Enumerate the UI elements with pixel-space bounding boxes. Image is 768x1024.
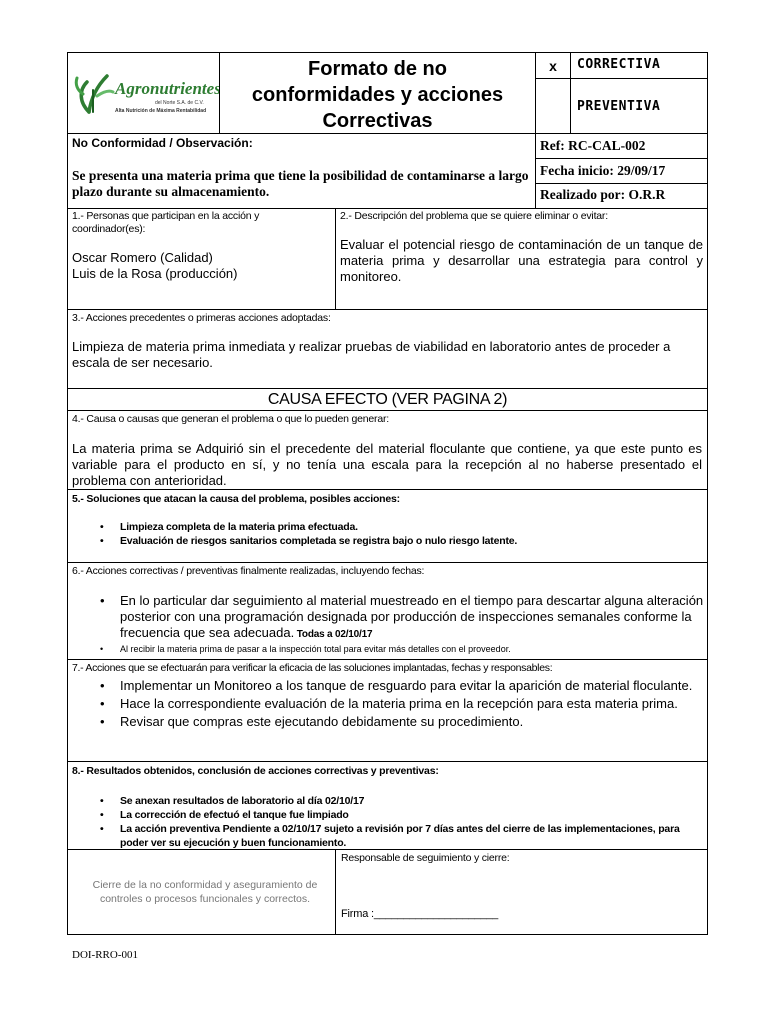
closure-description: Cierre de la no conformidad y aseguramiento de controles o procesos funcionales y correctos. <box>92 879 318 905</box>
divider <box>535 78 708 79</box>
leaf-logo-icon <box>69 54 219 133</box>
section-4-label: 4.- Causa o causas que generan el problema o que lo pueden generar: <box>72 413 389 425</box>
divider <box>67 309 708 310</box>
divider <box>535 158 708 159</box>
divider <box>67 489 708 490</box>
problem-description: Evaluar el potencial riesgo de contaminación de un tanque de materia prima y desarrollar una estrategia para control y monitoreo. <box>340 237 703 284</box>
section-3-label: 3.- Acciones precedentes o primeras acciones adoptadas: <box>72 312 331 324</box>
list-item <box>120 593 704 642</box>
list-item: • Se anexan resultados de laboratorio al día 02/10/17 <box>120 794 706 808</box>
results-list <box>120 794 706 850</box>
performed-by: Realizado por: O.R.R <box>540 187 666 202</box>
list-item: • Limpieza completa de la materia prima efectuada. <box>120 520 700 534</box>
signature-line: _____________________ <box>373 908 499 920</box>
title-line: Correctivas <box>322 110 433 132</box>
section-5-label: 5.- Soluciones que atacan la causa del problema, posibles acciones: <box>72 493 400 505</box>
divider <box>535 183 708 184</box>
action-text: En lo particular dar seguimiento al material muestreado en el tiempo para descartar alguna alteración posterior con una programación designada por producción de inspecciones semanales conforme la frecuencia que sea adecuada. <box>120 593 704 640</box>
divider <box>67 208 708 209</box>
divider <box>67 410 708 411</box>
divider <box>335 208 336 309</box>
option-correctiva[interactable]: CORRECTIVA <box>577 57 661 72</box>
cause-effect-heading: CAUSA EFECTO (VER PAGINA 2) <box>267 391 508 408</box>
list-item: • Al recibir la materia prima de pasar a la inspección total para evitar más detalles con el proveedor. <box>120 644 704 655</box>
participants-list <box>72 250 332 282</box>
preceding-actions: Limpieza de materia prima inmediata y realizar pruebas de viabilidad en laboratorio antes de proceder a escala de ser necesario. <box>72 339 671 370</box>
company-logo <box>69 54 219 133</box>
action-date: Todas a 02/10/17 <box>294 629 373 640</box>
observation-text: Se presenta una materia prima que tiene la posibilidad de contaminarse a largo plazo durante su almacenamiento. <box>72 168 529 199</box>
section-1-label <box>72 210 332 236</box>
divider <box>67 761 708 762</box>
signature-field[interactable] <box>341 908 498 921</box>
logo-tagline-1: del Norte S.A. de C.V. <box>155 100 204 106</box>
reference-code: Ref: RC-CAL-002 <box>540 138 646 153</box>
list-item: • Hace la correspondiente evaluación de la materia prima en la recepción para esta materia prima. <box>120 695 704 713</box>
responsible-label: Responsable de seguimiento y cierre: <box>341 852 510 864</box>
divider <box>335 849 336 935</box>
title-line: conformidades y acciones <box>251 84 504 106</box>
verification-list <box>120 677 704 731</box>
list-item: • Revisar que compras este ejecutando debidamente su procedimiento. <box>120 713 704 731</box>
section-1-label-line: 1.- Personas que participan en la acción y <box>72 210 260 222</box>
participant: Oscar Romero (Calidad) <box>72 250 213 265</box>
logo-tagline-2: Alta Nutrición de Máxima Rentabilidad <box>115 108 207 114</box>
title-line: Formato de no <box>308 58 447 80</box>
start-date: Fecha inicio: 29/09/17 <box>540 163 666 178</box>
solutions-list <box>120 520 700 548</box>
divider <box>570 52 571 133</box>
list-item: • La corrección de efectuó el tanque fue limpiado <box>120 808 706 822</box>
observation-label: No Conformidad / Observación: <box>72 136 253 150</box>
section-1-label-line: coordinador(es): <box>72 223 146 235</box>
divider <box>67 659 708 660</box>
section-7-label: 7.- Acciones que se efectuarán para verificar la eficacia de las soluciones implantadas, fechas y responsables: <box>72 662 553 674</box>
document-code: DOI-RRO-001 <box>72 949 138 961</box>
root-causes: La materia prima se Adquirió sin el precedente del material floculante que contiene, ya que este punto es variable para el producto en sí, y no tenía una escala para la recepción al no haberse presentado el problema con anterioridad. <box>72 441 702 488</box>
list-item: • Evaluación de riesgos sanitarios completada se registra bajo o nulo riesgo latente. <box>120 534 700 548</box>
section-2-label: 2.- Descripción del problema que se quiere eliminar o evitar: <box>340 210 608 222</box>
actions-taken-list <box>120 593 704 655</box>
signature-label: Firma : <box>341 908 374 920</box>
form-title <box>220 54 535 133</box>
list-item: • Implementar un Monitoreo a los tanque de resguardo para evitar la aparición de material floculante. <box>120 677 704 695</box>
section-6-label: 6.- Acciones correctivas / preventivas finalmente realizadas, incluyendo fechas: <box>72 565 425 577</box>
participant: Luis de la Rosa (producción) <box>72 266 238 281</box>
correctiva-checkmark[interactable]: x <box>549 58 557 74</box>
section-8-label: 8.- Resultados obtenidos, conclusión de acciones correctivas y preventivas: <box>72 765 439 777</box>
logo-brand: Agronutrientes <box>115 79 219 98</box>
list-item: • La acción preventiva Pendiente a 02/10/17 sujeto a revisión por 7 días antes del cierre de las implementaciones, para poder ver su ejecución y buen funcionamiento. <box>120 822 706 850</box>
option-preventiva[interactable]: PREVENTIVA <box>577 99 661 114</box>
divider <box>67 562 708 563</box>
